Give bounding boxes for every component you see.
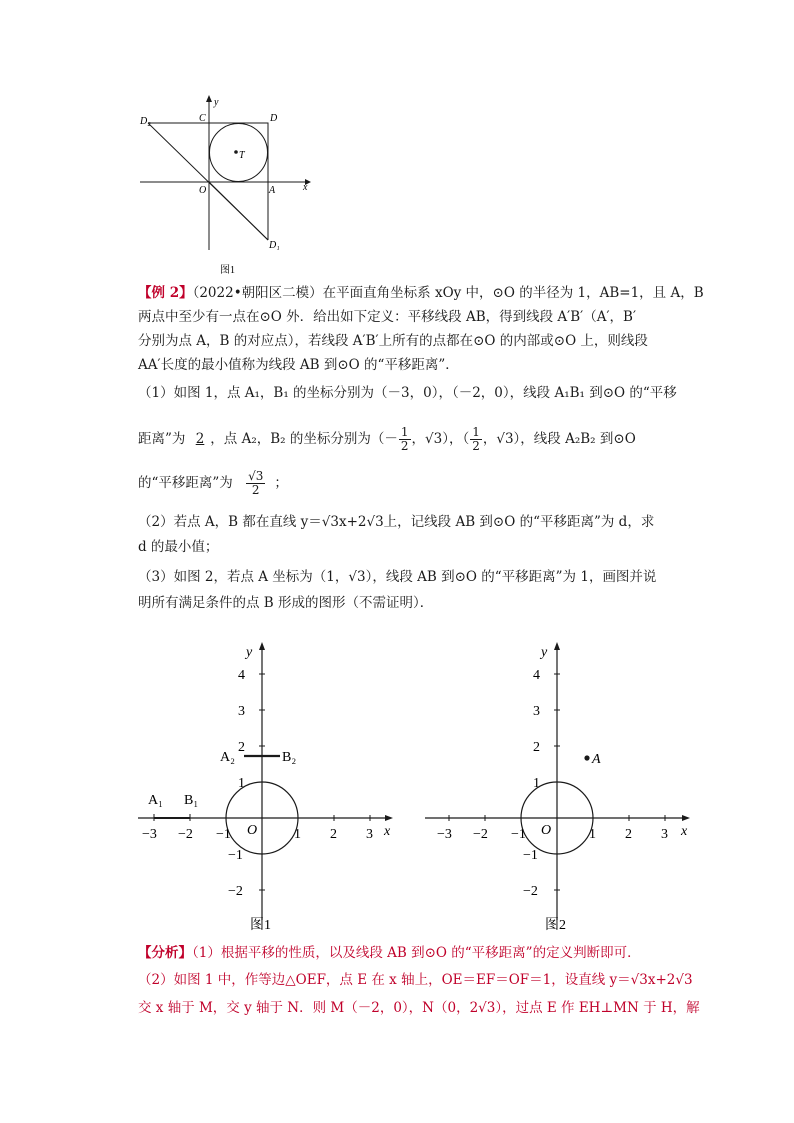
fig1-x-label: x <box>384 824 391 839</box>
fig1-ytick-4: 4 <box>238 668 245 683</box>
fig2-x-label: x <box>681 824 688 839</box>
fig1-ytick-m1: −1 <box>228 848 243 863</box>
fig2-ytick-2: 2 <box>533 740 540 755</box>
fig2-xtick-m1: −1 <box>511 827 526 842</box>
fig2-origin: O <box>541 823 552 838</box>
q1c-post: ； <box>274 475 288 491</box>
fig1-xtick-2: 2 <box>330 827 337 842</box>
analysis-line-1 <box>138 943 641 963</box>
top-figure <box>130 90 320 290</box>
q1-answer-2 <box>237 469 274 497</box>
fig2-ytick-3: 3 <box>533 704 540 719</box>
figure-1 <box>130 640 410 940</box>
example-line-1 <box>138 283 704 303</box>
fig1-xtick-m3: −3 <box>142 827 157 842</box>
point-A <box>584 755 589 760</box>
analysis-tag: 【分析】 <box>138 945 192 961</box>
fig2-xtick-m3: −3 <box>437 827 452 842</box>
frac-num: 1 <box>400 425 409 439</box>
question-1-line-c <box>138 466 288 500</box>
label-C: C <box>199 113 206 124</box>
label-O: O <box>199 185 207 196</box>
fig1-ytick-m2: −2 <box>228 884 243 899</box>
fig2-xtick-1: 1 <box>589 827 596 842</box>
fig2-xtick-3: 3 <box>661 827 668 842</box>
fig1-xtick-1: 1 <box>294 827 301 842</box>
example-line-2: 两点中至少有一点在⊙O 外．给出如下定义：平移线段 AB，得到线段 A′B′（A′，B′ <box>138 309 637 325</box>
frac-den: 2 <box>400 439 409 453</box>
label-T: T <box>239 150 245 161</box>
fig1-y-label: y <box>246 645 253 660</box>
example-line-3: 分别为点 A，B 的对应点），若线段 A′B′上所有的点都在⊙O 的内部或⊙O 上，则线段 <box>138 333 648 349</box>
frac-den: 2 <box>472 439 480 453</box>
fraction-one-half-b <box>470 426 482 453</box>
fig1-origin: O <box>247 823 258 838</box>
example-line-4: AA′长度的最小值称为线段 AB 到⊙O 的“平移距离”． <box>138 357 459 373</box>
label-x: x <box>303 182 308 193</box>
fig2-label-A: A <box>592 752 601 767</box>
fig2-ytick-m2: −2 <box>523 884 538 899</box>
ans2-den: 2 <box>251 483 260 497</box>
example-tag: 【例 2】 <box>138 285 193 301</box>
fig1-xtick-m2: −2 <box>178 827 193 842</box>
fig2-ytick-1: 1 <box>533 776 540 791</box>
q1b-pre: 距离”为 <box>138 431 186 447</box>
frac-num: 1 <box>472 425 480 439</box>
fig1-xtick-m1: −1 <box>216 827 231 842</box>
question-1-line-a: （1）如图 1，点 A₁，B₁ 的坐标分别为（－3，0），（－2，0），线段 A₁B₁ 到⊙O 的“平移 <box>138 385 677 401</box>
fig1-ytick-3: 3 <box>238 704 245 719</box>
analysis-p1: （1）根据平移的性质，以及线段 AB 到⊙O 的“平移距离”的定义判断即可． <box>192 945 641 961</box>
fig2-ytick-4: 4 <box>533 668 540 683</box>
question-2-line-a: （2）若点 A，B 都在直线 y＝√3x+2√3上，记线段 AB 到⊙O 的“平移距离”为 d，求 <box>138 514 655 530</box>
label-D1: D₁ <box>269 240 280 251</box>
fig1-ytick-1: 1 <box>238 776 245 791</box>
fig1-caption: 图1 <box>250 918 271 933</box>
question-3-line-a: （3）如图 2，若点 A 坐标为（1，√3），线段 AB 到⊙O 的“平移距离”为 1，画图并说 <box>138 569 657 585</box>
label-y: y <box>214 97 219 108</box>
figure-2 <box>420 640 700 940</box>
label-A: A <box>269 185 276 196</box>
example-source: （2022•朝阳区二模） <box>192 285 323 301</box>
label-D: D <box>270 113 278 124</box>
fig1-xtick-3: 3 <box>366 827 373 842</box>
q1b-mid: ，点 A₂，B₂ 的坐标分别为（－ <box>210 431 398 447</box>
label-D2: D₂ <box>140 116 151 127</box>
example-line1-rest: 在平面直角坐标系 xOy 中，⊙O 的半径为 1，AB=1，且 A，B <box>322 285 704 301</box>
question-3-line-b: 明所有满足条件的点 B 形成的图形（不需证明）． <box>138 595 434 611</box>
analysis-line-2: （2）如图 1 中，作等边△OEF，点 E 在 x 轴上，OE＝EF＝OF＝1，设直线 y＝√3x+2√3 <box>138 972 693 988</box>
fig1-ytick-2: 2 <box>238 740 245 755</box>
q1-answer-1: 2 <box>195 431 205 447</box>
fig1-label-B1: B₁ <box>184 793 199 808</box>
fig2-xtick-m2: −2 <box>473 827 488 842</box>
q1c-pre: 的“平移距离”为 <box>138 475 233 491</box>
analysis-line-3: 交 x 轴于 M，交 y 轴于 N．则 M（－2，0），N（0，2√3），过点 E 作 EH⊥MN 于 H，解 <box>138 1000 700 1016</box>
question-1-line-b <box>138 422 636 456</box>
fig1-label-A2: A₂ <box>220 750 235 765</box>
fraction-one-half-a <box>399 426 411 453</box>
fig2-y-label: y <box>541 645 548 660</box>
q1b-mid3: ，√3），线段 A₂B₂ 到⊙O <box>482 431 636 447</box>
fig2-ytick-m1: −1 <box>523 848 538 863</box>
fig1-label-B2: B₂ <box>282 750 297 765</box>
question-2-line-b: d 的最小值； <box>138 539 219 555</box>
fig1-label-A1: A₁ <box>148 793 163 808</box>
fig2-caption: 图2 <box>545 918 566 933</box>
ans2-num: √3 <box>248 469 264 483</box>
fig2-xtick-2: 2 <box>625 827 632 842</box>
top-figure-caption: 图1 <box>220 265 235 276</box>
q1b-mid2: ，√3），（ <box>411 431 470 447</box>
